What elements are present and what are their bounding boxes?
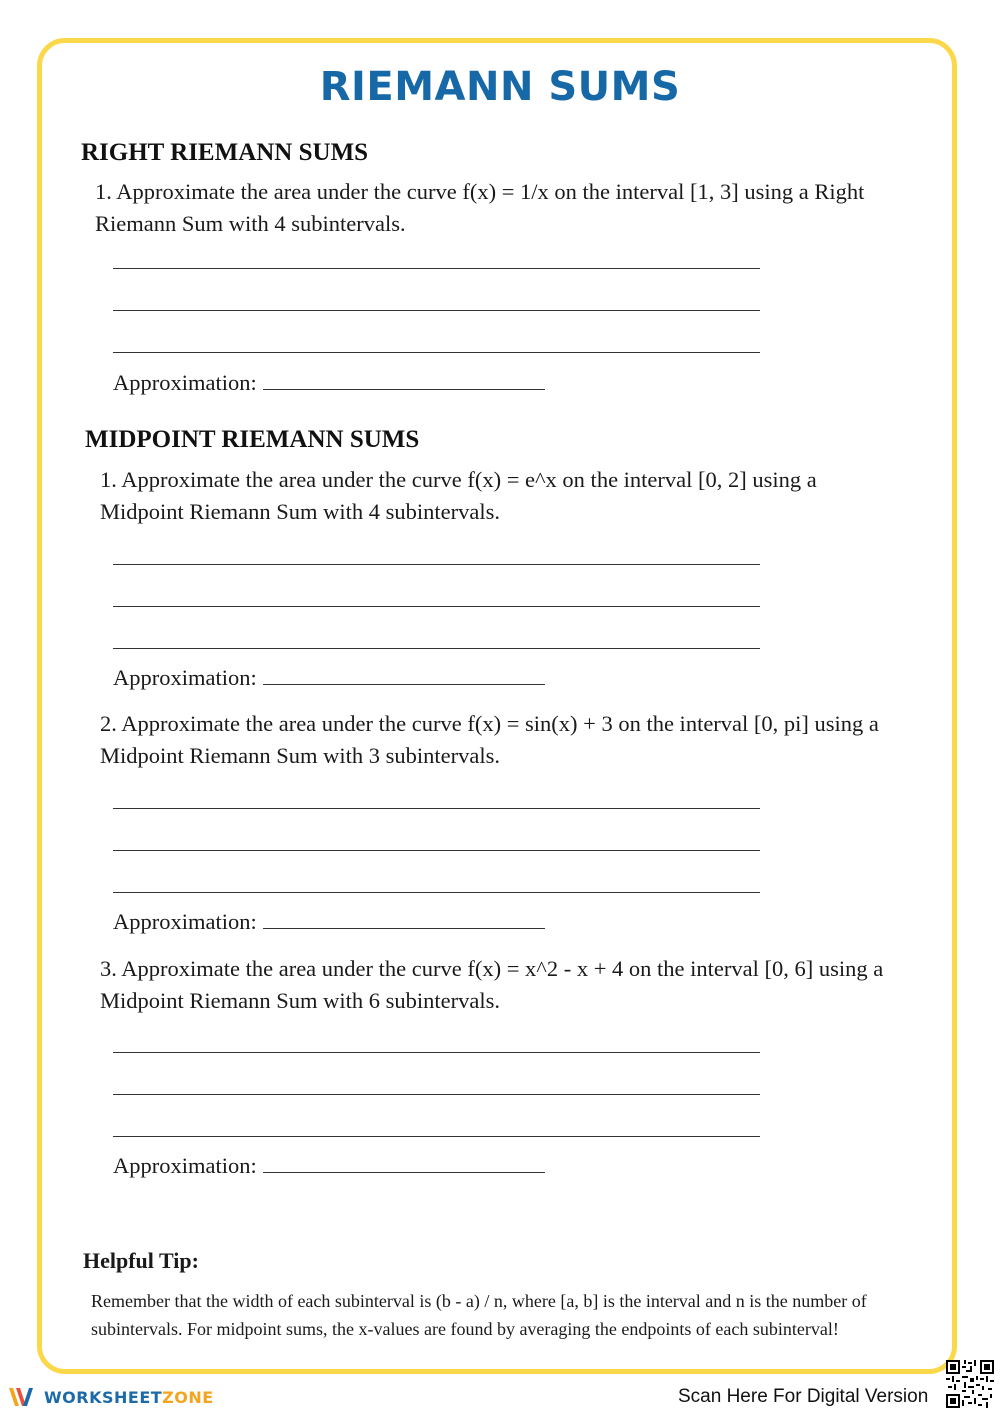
answer-line[interactable] <box>113 352 760 353</box>
approximation-blank[interactable] <box>263 908 545 929</box>
answer-line[interactable] <box>113 892 760 893</box>
brand-accent: ZONE <box>162 1387 214 1407</box>
qr-code-icon[interactable] <box>946 1360 994 1408</box>
approximation-blank[interactable] <box>263 1152 545 1173</box>
section-heading-midpoint: MIDPOINT RIEMANN SUMS <box>85 426 420 453</box>
problem-right-1: 1. Approximate the area under the curve f(x) = 1/x on the interval [1, 3] using a Right Riemann Sum with 4 subintervals. <box>95 179 865 236</box>
answer-line[interactable] <box>113 268 760 269</box>
approximation-blank[interactable] <box>263 369 545 390</box>
answer-line[interactable] <box>113 1052 760 1053</box>
page-title: RIEMANN SUMS <box>319 64 681 110</box>
approximation-row <box>113 1152 545 1180</box>
answer-line[interactable] <box>113 564 760 565</box>
approximation-label: Approximation: <box>113 370 257 395</box>
answer-line[interactable] <box>113 310 760 311</box>
approximation-label: Approximation: <box>113 665 257 690</box>
approximation-blank[interactable] <box>263 664 545 685</box>
brand-name <box>44 1388 214 1407</box>
approximation-row <box>113 664 545 692</box>
answer-line[interactable] <box>113 1094 760 1095</box>
section-heading-right: RIGHT RIEMANN SUMS <box>81 139 369 166</box>
approximation-row <box>113 908 545 936</box>
answer-line[interactable] <box>113 606 760 607</box>
scan-text: Scan Here For Digital Version <box>678 1386 929 1407</box>
approximation-row <box>113 369 545 397</box>
answer-line[interactable] <box>113 850 760 851</box>
tip-text: Remember that the width of each subinterval is (b - a) / n, where [a, b] is the interval and n is the number of subintervals. For midpoint sums, the x-values are found by averaging the endpoints of each subinterval! <box>91 1291 867 1339</box>
logo-w-icon <box>8 1386 38 1408</box>
problem-midpoint-1: 1. Approximate the area under the curve f(x) = e^x on the interval [0, 2] using a Midpoint Riemann Sum with 4 subintervals. <box>100 467 817 524</box>
brand-logo[interactable] <box>8 1384 214 1410</box>
answer-line[interactable] <box>113 808 760 809</box>
brand-main: WORKSHEET <box>44 1387 163 1407</box>
problem-midpoint-3: 3. Approximate the area under the curve f(x) = x^2 - x + 4 on the interval [0, 6] using a Midpoint Riemann Sum with 6 subintervals. <box>100 956 884 1013</box>
answer-line[interactable] <box>113 1136 760 1137</box>
problem-midpoint-2: 2. Approximate the area under the curve f(x) = sin(x) + 3 on the interval [0, pi] using a Midpoint Riemann Sum with 3 subintervals. <box>100 711 879 768</box>
answer-line[interactable] <box>113 648 760 649</box>
tip-heading: Helpful Tip: <box>83 1248 199 1273</box>
approximation-label: Approximation: <box>113 1153 257 1178</box>
approximation-label: Approximation: <box>113 909 257 934</box>
